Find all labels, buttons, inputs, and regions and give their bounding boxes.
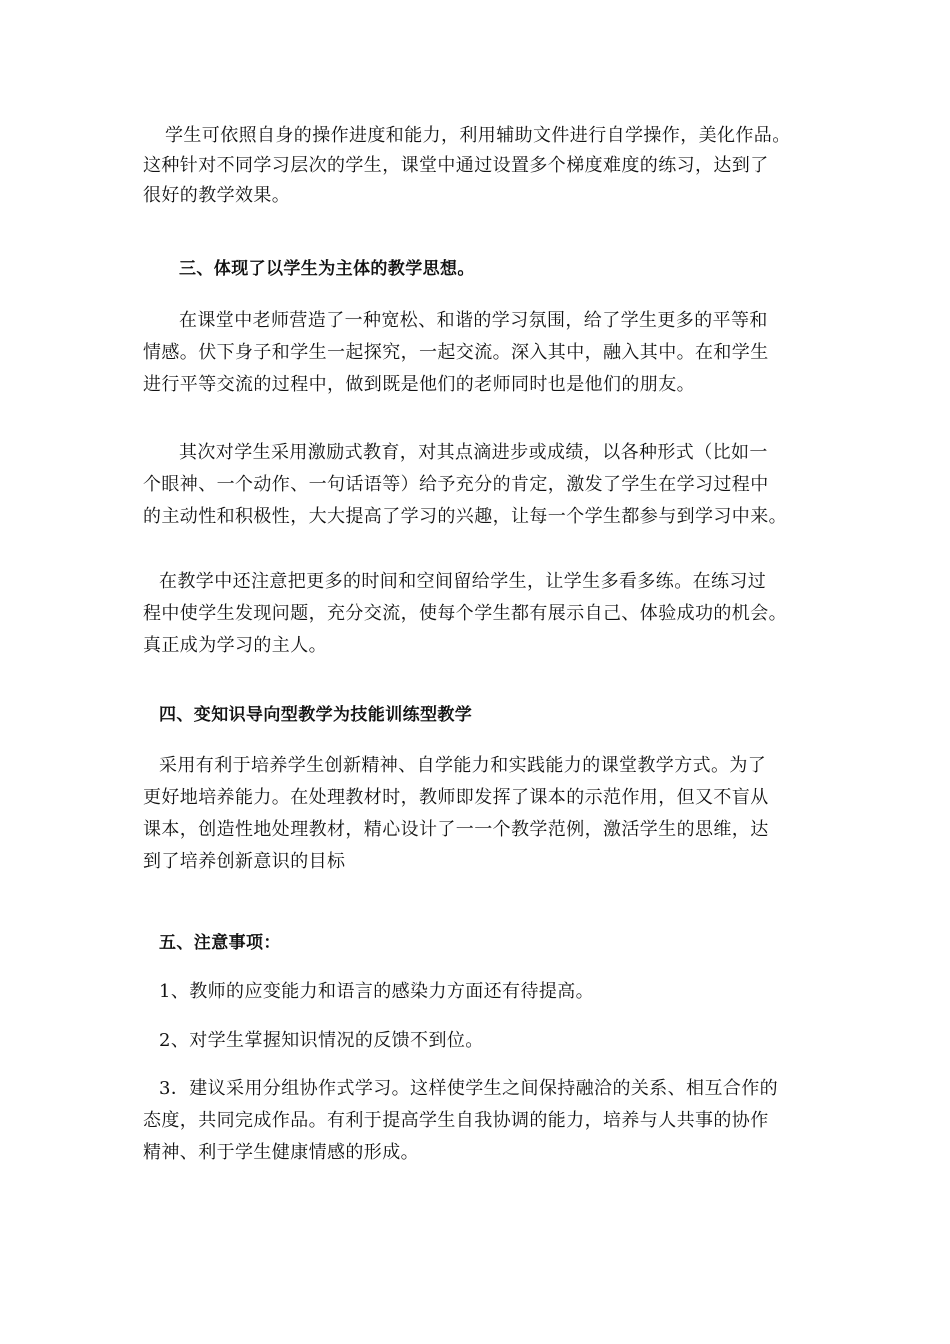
paragraph-line: 真正成为学习的主人。 <box>143 635 327 656</box>
paragraph-line: 个眼神、一个动作、一句话语等）给予充分的肯定，激发了学生在学习过程中 <box>143 474 769 495</box>
paragraph-line: 态度，共同完成作品。有利于提高学生自我协调的能力，培养与人共事的协作 <box>143 1110 769 1131</box>
paragraph-line: 精神、利于学生健康情感的形成。 <box>143 1142 419 1163</box>
paragraph-atmosphere <box>143 305 823 401</box>
paragraph-line: 进行平等交流的过程中，做到既是他们的老师同时也是他们的朋友。 <box>143 374 695 395</box>
paragraph-line: 的主动性和积极性，大大提高了学习的兴趣，让每一个学生都参与到学习中来。 <box>143 506 787 527</box>
paragraph-line: 课本，创造性地处理教材，精心设计了一一个教学范例，激活学生的思维，达 <box>143 819 769 840</box>
paragraph-skill-training <box>143 750 823 878</box>
paragraph-line: 程中使学生发现问题，充分交流，使每个学生都有展示自己、体验成功的机会。 <box>143 603 787 624</box>
paragraph-line: 其次对学生采用激励式教育，对其点滴进步或成绩，以各种形式（比如一 <box>179 442 768 463</box>
paragraph-line: 很好的教学效果。 <box>143 185 291 206</box>
section-heading-5 <box>143 928 823 958</box>
paragraph-line: 到了培养创新意识的目标 <box>143 851 346 872</box>
paragraph-line: 更好地培养能力。在处理教材时，教师即发挥了课本的示范作用，但又不盲从 <box>143 787 769 808</box>
note-item-2 <box>143 1026 823 1056</box>
paragraph-line: 采用有利于培养学生创新精神、自学能力和实践能力的课堂教学方式。为了 <box>159 755 767 776</box>
note-item-3 <box>143 1073 823 1169</box>
paragraph-encouragement <box>143 437 823 533</box>
section-heading-4 <box>143 700 823 730</box>
paragraph-self-study <box>143 121 823 211</box>
paragraph-practice-time <box>143 566 823 662</box>
note-item-1 <box>143 977 823 1007</box>
heading-text: 三、体现了以学生为主体的教学思想。 <box>179 259 475 279</box>
paragraph-line: 在课堂中老师营造了一种宽松、和谐的学习氛围，给了学生更多的平等和 <box>179 310 768 331</box>
note-text: 1、教师的应变能力和语言的感染力方面还有待提高。 <box>159 981 595 1002</box>
heading-text: 五、注意事项： <box>159 933 281 953</box>
paragraph-line: 学生可依照自身的操作进度和能力，利用辅助文件进行自学操作，美化作品。 <box>165 125 791 146</box>
paragraph-line: 在教学中还注意把更多的时间和空间留给学生，让学生多看多练。在练习过 <box>159 571 767 592</box>
paragraph-line: 情感。伏下身子和学生一起探究，一起交流。深入其中，融入其中。在和学生 <box>143 342 769 363</box>
note-text: 2、对学生掌握知识情况的反馈不到位。 <box>159 1030 484 1051</box>
paragraph-line: 3．建议采用分组协作式学习。这样使学生之间保持融洽的关系、相互合作的 <box>159 1078 779 1099</box>
section-heading-3 <box>143 254 823 284</box>
heading-text: 四、变知识导向型教学为技能训练型教学 <box>159 705 473 725</box>
paragraph-line: 这种针对不同学习层次的学生，课堂中通过设置多个梯度难度的练习，达到了 <box>143 155 769 176</box>
